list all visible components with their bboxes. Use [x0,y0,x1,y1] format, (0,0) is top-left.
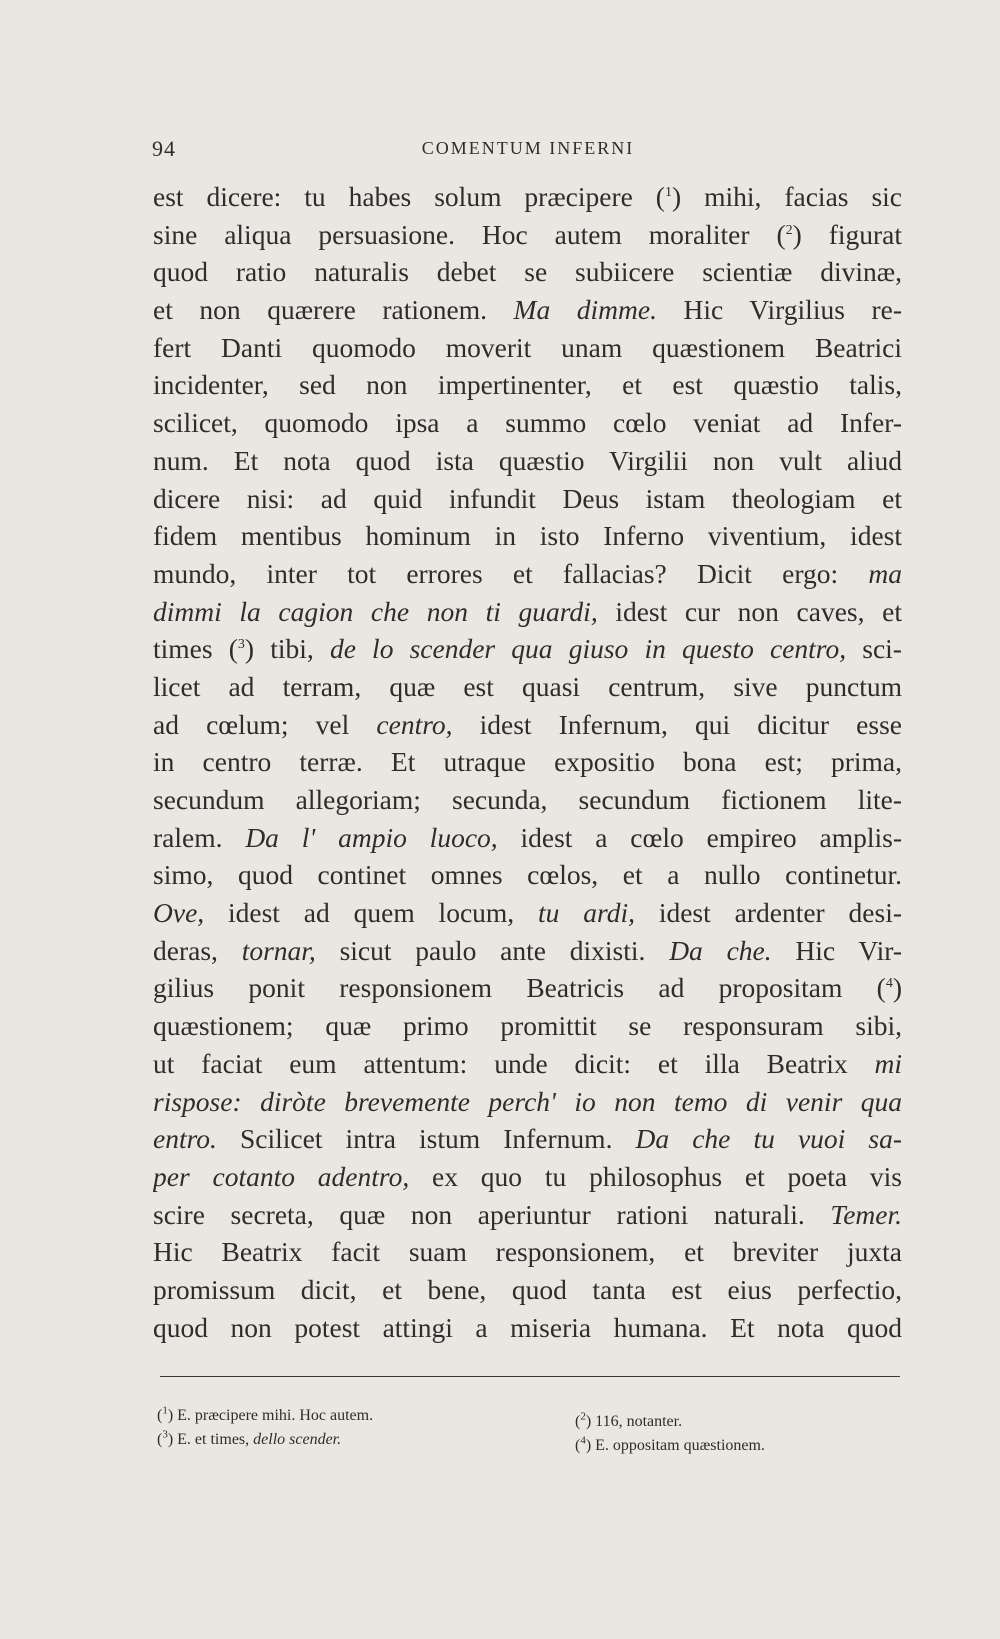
text-line [153,856,902,894]
italic-text: dello scender. [253,1431,342,1448]
text-run: ralem. [153,821,246,853]
text-run: ( [575,1413,581,1430]
text-run: dicere nisi: ad quid infundit Deus istam theologiam et [153,482,902,514]
italic-text: per cotanto adentro, [153,1160,410,1192]
italic-text: tu ardi, [538,897,635,929]
text-run: idest ad quem locum, [204,897,539,929]
text-line [153,1045,902,1083]
italic-text: dimmi la cagion che non ti guardi, [153,595,598,627]
italic-text: rispose: diròte brevemente perch' io non temo di venir qua [153,1085,902,1117]
footnote-marker: 3 [237,637,245,653]
text-line [153,668,902,706]
italic-text: ma [868,557,902,589]
italic-text: Ma dimme. [513,294,657,326]
text-line [153,404,902,442]
italic-text: Da che. [669,934,772,966]
text-run: ( [157,1407,163,1424]
text-run: idest cur non caves, et [597,595,902,627]
page-number: 94 [152,136,176,161]
text-run: num. Et nota quod ista quæstio Virgilii non vult aliud [153,444,902,476]
text-run: Hic Vir- [771,934,902,966]
footnote-item [157,1428,557,1452]
text-line [153,706,902,744]
footnote-marker: 1 [162,1404,168,1417]
italic-text: tornar, [241,934,316,966]
main-text [153,178,902,1346]
footnote-marker: 3 [162,1428,168,1441]
text-run: scire secreta, quæ non aperiuntur rationi naturali. [153,1198,831,1230]
italic-text: de lo scender qua giuso in questo centro, [329,633,847,665]
text-run: ) E. et times, [167,1431,254,1448]
text-run: ) mihi, facias sic [671,181,902,212]
text-run: Hic Virgilius re- [656,294,902,326]
text-run: ( [575,1437,581,1454]
text-line [153,555,902,593]
text-line [153,366,902,404]
text-line [153,1233,902,1271]
text-line [153,1007,902,1045]
text-run: in centro terræ. Et utraque expositio bona est; prima, [153,746,902,778]
text-run: ) E. oppositam quæstionem. [585,1437,765,1454]
text-run: sicut paulo ante dixisti. [315,934,670,966]
text-line [153,593,902,631]
text-line [153,1196,902,1234]
text-line [153,329,902,367]
footnote-item [575,1434,917,1458]
text-run: ) E. præcipere mihi. Hoc autem. [167,1407,374,1424]
text-run: times ( [153,633,238,665]
text-run: deras, [153,934,242,966]
text-line [153,781,902,819]
text-run: ( [157,1431,163,1448]
text-run: ) figurat [792,218,902,250]
italic-text: centro, [376,708,453,740]
text-run: idest ardenter desi- [634,897,902,929]
italic-text: Da che tu vuoi sa- [635,1123,902,1155]
text-run: incidenter, sed non impertinenter, et est quæstio talis, [153,369,902,401]
italic-text: Temer. [830,1198,902,1230]
footnote-marker: 2 [580,1410,586,1423]
text-run: Hic Beatrix facit suam responsionem, et breviter juxta [153,1236,902,1268]
text-line [153,291,902,329]
text-run: ex quo tu philosophus et poeta vis [409,1160,902,1192]
text-line [153,1158,902,1196]
text-line [153,1083,902,1121]
text-run: licet ad terram, quæ est quasi centrum, sive punctum [153,670,902,702]
text-run: Scilicet intra istum Infernum. [216,1123,636,1155]
text-line [153,517,902,555]
text-run: fert Danti quomodo moverit unam quæstionem Beatrici [153,331,902,363]
text-run: et non quærere rationem. [153,294,514,326]
text-line [153,894,902,932]
text-run: est dicere: tu habes solum præcipere ( [153,181,665,212]
italic-text: Da l' ampio luoco, [245,821,498,853]
text-line [153,442,902,480]
text-run: quod non potest attingi a miseria humana. Et nota quod [153,1311,902,1343]
italic-text: Ove, [153,897,205,929]
footnote-marker: 4 [580,1434,586,1447]
text-run: ) tibi, [244,633,330,665]
running-title: COMENTUM INFERNI [421,138,635,158]
text-line [153,216,902,254]
text-line [153,1120,902,1158]
text-run: ad cœlum; vel [153,708,377,740]
text-run: sine aliqua persuasione. Hoc autem moraliter ( [153,218,786,250]
text-run: promissum dicit, et bene, quod tanta est eius perfectio, [153,1273,902,1305]
text-line [153,630,902,668]
text-run: sci- [846,633,902,665]
text-run: idest a cœlo empireo amplis- [497,821,902,853]
footnote-marker: 4 [885,976,893,992]
text-run: scilicet, quomodo ipsa a summo cœlo veniat ad Infer- [153,407,902,439]
text-run: ) 116, notanter. [585,1413,683,1430]
footnotes-right-column [575,1410,917,1458]
text-line [153,932,902,970]
footnote-item [157,1404,557,1428]
text-line [153,819,902,857]
text-line [153,969,902,1007]
text-run: quod ratio naturalis debet se subiicere scientiæ divinæ, [153,256,902,288]
text-run: idest Infernum, qui dicitur esse [452,708,902,740]
italic-text: entro. [153,1123,217,1155]
text-line [153,253,902,291]
text-line [153,1309,902,1347]
footnote-marker: 1 [664,184,672,200]
text-run: mundo, inter tot errores et fallacias? Dicit ergo: [153,557,869,589]
text-line [153,480,902,518]
text-run: simo, quod continet omnes cœlos, et a nullo continetur. [153,859,902,891]
text-run: ) [892,972,902,1004]
text-run: secundum allegoriam; secunda, secundum fictionem lite- [153,784,902,815]
text-line [153,1271,902,1309]
text-run: fidem mentibus hominum in isto Inferno viventium, idest [153,520,902,552]
footnote-marker: 2 [785,222,793,238]
running-head [152,136,904,166]
text-line [153,178,902,216]
text-run: quæstionem; quæ primo promittit se responsuram sibi, [153,1010,902,1042]
text-run: gilius ponit responsionem Beatricis ad propositam ( [153,972,886,1004]
text-run: ut faciat eum attentum: unde dicit: et illa Beatrix [153,1047,875,1079]
italic-text: mi [874,1047,902,1079]
footnote-divider [160,1376,900,1377]
text-line [153,743,902,781]
footnote-item [575,1410,917,1434]
footnotes-left-column [157,1404,557,1452]
